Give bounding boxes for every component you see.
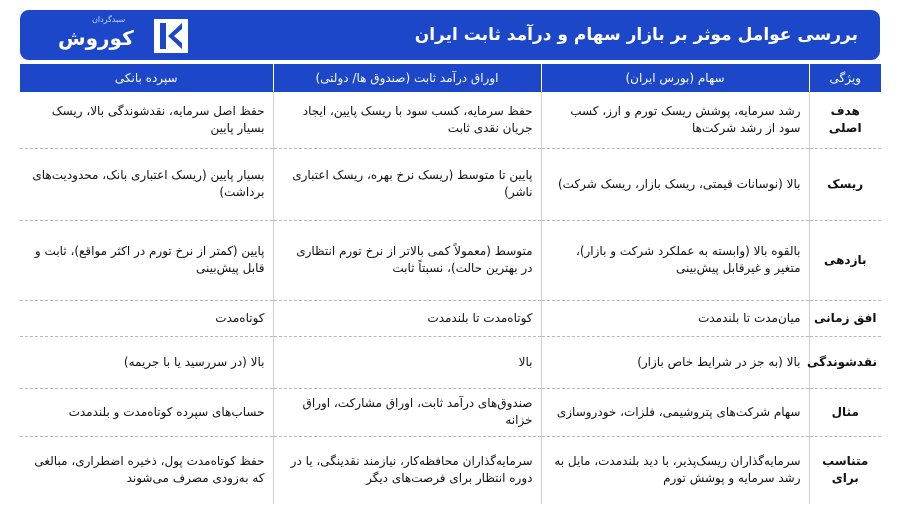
cell-deposit: حفظ اصل سرمایه، نقدشوندگی بالا، ریسک بسیار پایین (20, 92, 273, 148)
table-row (20, 336, 881, 388)
row-feature: ریسک (809, 148, 881, 220)
table-header-row (20, 64, 881, 92)
row-feature: مثال (809, 388, 881, 436)
brand-logo (40, 16, 210, 56)
cell-stocks: بالقوه بالا (وابسته به عملکرد شرکت و بازار)، متغیر و غیرقابل پیش‌بینی (541, 220, 809, 300)
column-header-deposit: سپرده بانکی (20, 64, 273, 92)
cell-bonds: حفظ سرمایه، کسب سود با ریسک پایین، ایجاد جریان نقدی ثابت (273, 92, 541, 148)
table-row (20, 220, 881, 300)
cell-bonds: بالا (273, 336, 541, 388)
comparison-table (20, 64, 881, 504)
cell-deposit: بسیار پایین (ریسک اعتباری بانک، محدودیت‌های برداشت) (20, 148, 273, 220)
cell-bonds: پایین تا متوسط (ریسک نرخ بهره، ریسک اعتباری ناشر) (273, 148, 541, 220)
column-header-feature: ویژگی (809, 64, 881, 92)
page-title: بررسی عوامل موثر بر بازار سهام و درآمد ثابت ایران (414, 25, 858, 45)
cell-bonds: سرمایه‌گذاران محافظه‌کار، نیازمند نقدینگی، یا در دوره انتظار برای فرصت‌های دیگر (273, 436, 541, 504)
column-header-stocks: سهام (بورس ایران) (541, 64, 809, 92)
cell-stocks: رشد سرمایه، پوشش ریسک تورم و ارز، کسب سود از رشد شرکت‌ها (541, 92, 809, 148)
table-row (20, 148, 881, 220)
table-row (20, 436, 881, 504)
column-header-bonds: اوراق درآمد ثابت (صندوق ها/ دولتی) (273, 64, 541, 92)
table-row (20, 388, 881, 436)
cell-deposit: پایین (کمتر از نرخ تورم در اکثر مواقع)، ثابت و قابل پیش‌بینی (20, 220, 273, 300)
cell-deposit: حفظ کوتاه‌مدت پول، ذخیره اضطراری، مبالغی که به‌زودی مصرف می‌شوند (34, 454, 265, 486)
cell-stocks: سرمایه‌گذاران ریسک‌پذیر، با دید بلندمدت، مایل به رشد سرمایه و پوشش تورم (541, 436, 809, 504)
cell-bonds: صندوق‌های درآمد ثابت، اوراق مشارکت، اوراق خزانه (273, 388, 541, 436)
row-feature: نقدشوندگی (809, 336, 881, 388)
row-feature: بازدهی (809, 220, 881, 300)
table-row (20, 92, 881, 148)
cell-deposit: بالا (در سررسید یا با جریمه) (20, 336, 273, 388)
row-feature: متناسب برای (809, 436, 881, 504)
logo-tagline: سبدگردان (92, 15, 126, 24)
cell-deposit: کوتاه‌مدت (20, 300, 273, 336)
table-row (20, 300, 881, 336)
cell-stocks: بالا (به جز در شرایط خاص بازار) (541, 336, 809, 388)
cell-deposit: حساب‌های سپرده کوتاه‌مدت و بلندمدت (20, 388, 273, 436)
row-feature: افق زمانی (809, 300, 881, 336)
cell-stocks: بالا (نوسانات قیمتی، ریسک بازار، ریسک شرکت) (541, 148, 809, 220)
row-feature: هدف اصلی (809, 92, 881, 148)
cell-stocks: میان‌مدت تا بلندمدت (541, 300, 809, 336)
logo-wordmark: کوروش (58, 26, 134, 50)
cell-bonds: متوسط (معمولاً کمی بالاتر از نرخ تورم انتظاری در بهترین حالت)، نسبتاً ثابت (273, 220, 541, 300)
logo-mark-icon (154, 19, 188, 53)
cell-stocks: سهام شرکت‌های پتروشیمی، فلزات، خودروسازی (541, 388, 809, 436)
page-header (20, 10, 880, 60)
cell-bonds: کوتاه‌مدت تا بلندمدت (273, 300, 541, 336)
